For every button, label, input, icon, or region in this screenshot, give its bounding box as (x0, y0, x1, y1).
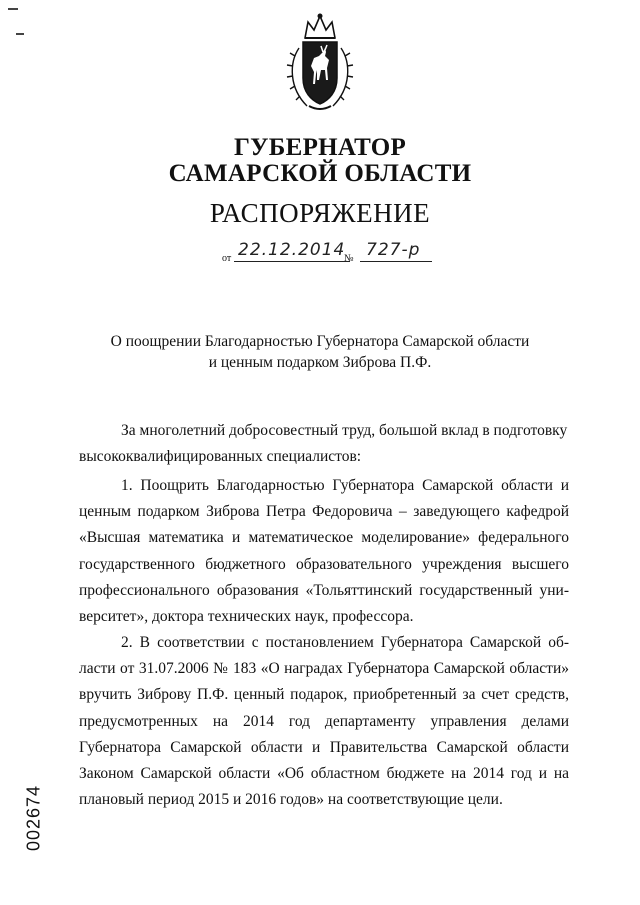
item-1-line: 1. Поощрить Благодарностью Губернатора Самарской области и (121, 477, 569, 494)
registration-number-stamp (16, 768, 52, 868)
handwritten-date: 22.12.2014 (238, 240, 346, 260)
number-underline (360, 261, 432, 262)
item-2-line: Законом Самарской области «Об областном бюджете на 2014 год и на (79, 765, 569, 783)
samara-coat-of-arms-icon (281, 8, 359, 116)
document-type: РАСПОРЯЖЕНИЕ (209, 198, 431, 228)
item-1-line: ценным подарком Зиброва Петра Федоровича – заведующего кафедрой (79, 503, 569, 521)
item-2 (79, 630, 569, 813)
item-1-line: верситет», доктора технических наук, профессора. (79, 608, 414, 626)
item-1-line: «Высшая математика и математическое моделирование» федерального (79, 529, 569, 547)
item-1 (79, 473, 569, 630)
authority-title-line1: ГУБЕРНАТОР (233, 134, 407, 161)
date-number-line (222, 240, 442, 266)
scan-mark (8, 8, 18, 10)
item-2-line: Губернатора Самарской области и Правительства Самарской области (79, 738, 569, 756)
subject-line2: и ценным подарком Зиброва П.Ф. (208, 354, 432, 371)
item-2-line: ласти от 31.07.2006 № 183 «О наградах Губернатора Самарской области» (79, 660, 569, 678)
subject-line1: О поощрении Благодарностью Губернатора Самарской области (110, 333, 530, 350)
date-from-label: от (222, 253, 232, 264)
item-1-line: государственного бюджетного образовательного учреждения высшего (79, 555, 569, 573)
preamble-line: За многолетний добросовестный труд, большой вклад в подготовку (121, 422, 568, 439)
preamble (79, 418, 569, 470)
authority-title-line2: САМАРСКОЙ ОБЛАСТИ (168, 160, 472, 187)
item-1-line: профессионального образования «Тольяттинский государственный уни- (79, 581, 569, 599)
number-label: № (344, 253, 354, 264)
item-2-line: плановый период 2015 и 2016 годов» на соответствующие цели. (79, 791, 503, 809)
date-underline (234, 261, 350, 262)
handwritten-number: 727-р (366, 240, 421, 260)
item-2-line: предусмотренных на 2014 год департаменту управления делами (79, 712, 569, 730)
item-2-line: вручить Зиброву П.Ф. ценный подарок, приобретенный за счет средств, (79, 686, 569, 704)
stamp-number: 002674 (23, 784, 44, 852)
preamble-line: высококвалифицированных специалистов: (79, 448, 362, 466)
scan-mark (16, 33, 24, 35)
item-2-line: 2. В соответствии с постановлением Губернатора Самарской об- (121, 634, 569, 651)
